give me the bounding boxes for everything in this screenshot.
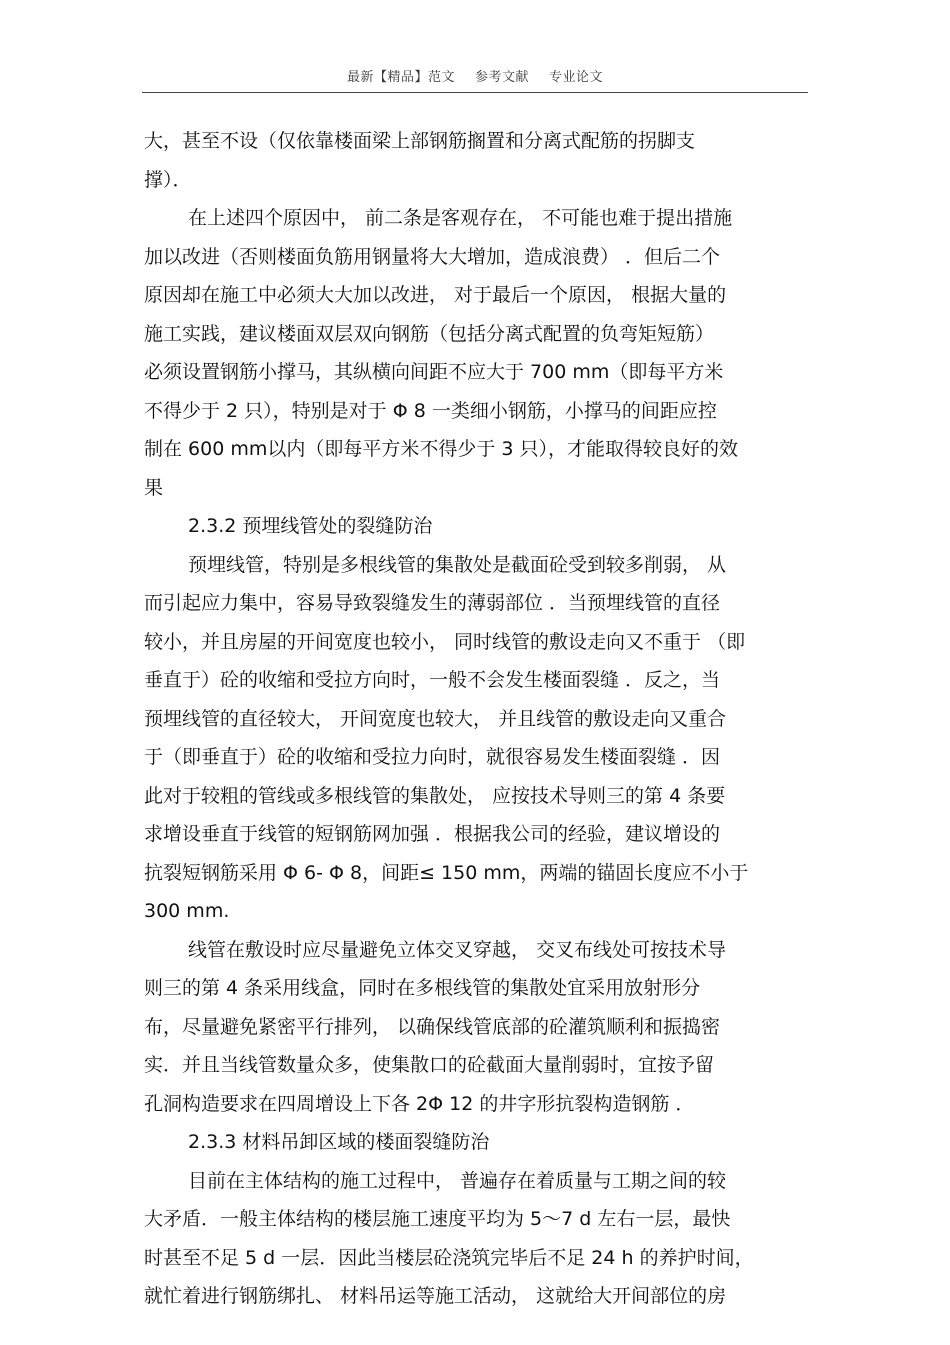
text-line: 必须设置钢筋小撑马，其纵横向间距不应大于 700 mm（即每平方米: [144, 361, 724, 383]
text-line: 目前在主体结构的施工过程中， 普遍存在着质量与工期之间的较: [188, 1169, 727, 1192]
text-line: 时甚至不足 5 d 一层．因此当楼层砼浇筑完毕后不足 24 h 的养护时间，: [144, 1246, 754, 1269]
text-line: 实．并且当线管数量众多，使集散口的砼截面大量削弱时，宜按予留: [144, 1054, 715, 1076]
text-line: 垂直于）砼的收缩和受拉方向时，一般不会发生楼面裂缝 ．反之，当: [144, 669, 721, 691]
text-line: 则三的第 4 条采用线盒，同时在多根线管的集散处宜采用放射形分: [144, 977, 701, 999]
header-item-papers: 专业论文: [549, 70, 604, 85]
text-line: 线管在敷设时应尽量避免立体交叉穿越， 交叉布线处可按技术导: [188, 938, 727, 961]
text-line: 就忙着进行钢筋绑扎、 材料吊运等施工活动， 这就给大开间部位的房: [144, 1285, 727, 1307]
text-line: 2.3.3 材料吊卸区域的楼面裂缝防治: [188, 1131, 490, 1153]
text-line: 施工实践，建议楼面双层双向钢筋（包括分离式配置的负弯矩短筋）: [144, 322, 715, 345]
text-line: 2.3.2 预埋线管处的裂缝防治: [188, 515, 433, 537]
text-line: 撑）．: [144, 168, 192, 191]
document-body: [144, 122, 812, 1316]
text-line: 抗裂短钢筋采用 Φ 6- Φ 8，间距≤ 150 mm，两端的锚固长度应不小于: [144, 861, 749, 884]
header-rule: [142, 92, 808, 93]
text-line: 于（即垂直于）砼的收缩和受拉力向时，就很容易发生楼面裂缝 ．因: [144, 746, 721, 768]
text-line: 加以改进（否则楼面负筋用钢量将大大增加，造成浪费） ．但后二个: [144, 245, 721, 268]
text-line: 不得少于 2 只），特别是对于 Φ 8 一类细小钢筋，小撑马的间距应控: [144, 399, 717, 422]
header-item-latest: 最新【精品】范文: [346, 70, 455, 85]
text-line: 原因却在施工中必须大大加以改进， 对于最后一个原因， 根据大量的: [144, 284, 727, 306]
text-line: 此对于较粗的管线或多根线管的集散处， 应按技术导则三的第 4 条要: [144, 784, 726, 807]
text-line: 布，尽量避免紧密平行排列， 以确保线管底部的砼灌筑顺利和振捣密: [144, 1015, 721, 1038]
text-line: 求增设垂直于线管的短钢筋网加强 ．根据我公司的经验，建议增设的: [144, 823, 721, 845]
header-item-references: 参考文献: [474, 70, 529, 85]
page-header: [0, 66, 950, 85]
text-line: 孔洞构造要求在四周增设上下各 2Φ 12 的井字形抗裂构造钢筋 ．: [144, 1092, 695, 1115]
text-line: 预埋线管的直径较大， 开间宽度也较大， 并且线管的敷设走向又重合: [144, 707, 727, 730]
text-line: 而引起应力集中，容易导致裂缝发生的薄弱部位 ．当预埋线管的直径: [144, 592, 721, 614]
text-line: 果: [144, 476, 164, 499]
text-line: 大，甚至不设（仅依靠楼面梁上部钢筋搁置和分离式配筋的拐脚支: [144, 130, 696, 152]
text-line: 较小，并且房屋的开间宽度也较小， 同时线管的敷设走向又不重于 （即: [144, 630, 746, 653]
text-line: 300 mm.: [144, 900, 230, 922]
text-line: 大矛盾．一般主体结构的楼层施工速度平均为 5～7 d 左右一层，最快: [144, 1208, 731, 1230]
text-line: 预埋线管，特别是多根线管的集散处是截面砼受到较多削弱， 从: [188, 553, 727, 576]
text-line: 制在 600 mm以内（即每平方米不得少于 3 只），才能取得较良好的效: [144, 438, 739, 460]
text-line: 在上述四个原因中， 前二条是客观存在， 不可能也难于提出措施: [188, 207, 733, 229]
